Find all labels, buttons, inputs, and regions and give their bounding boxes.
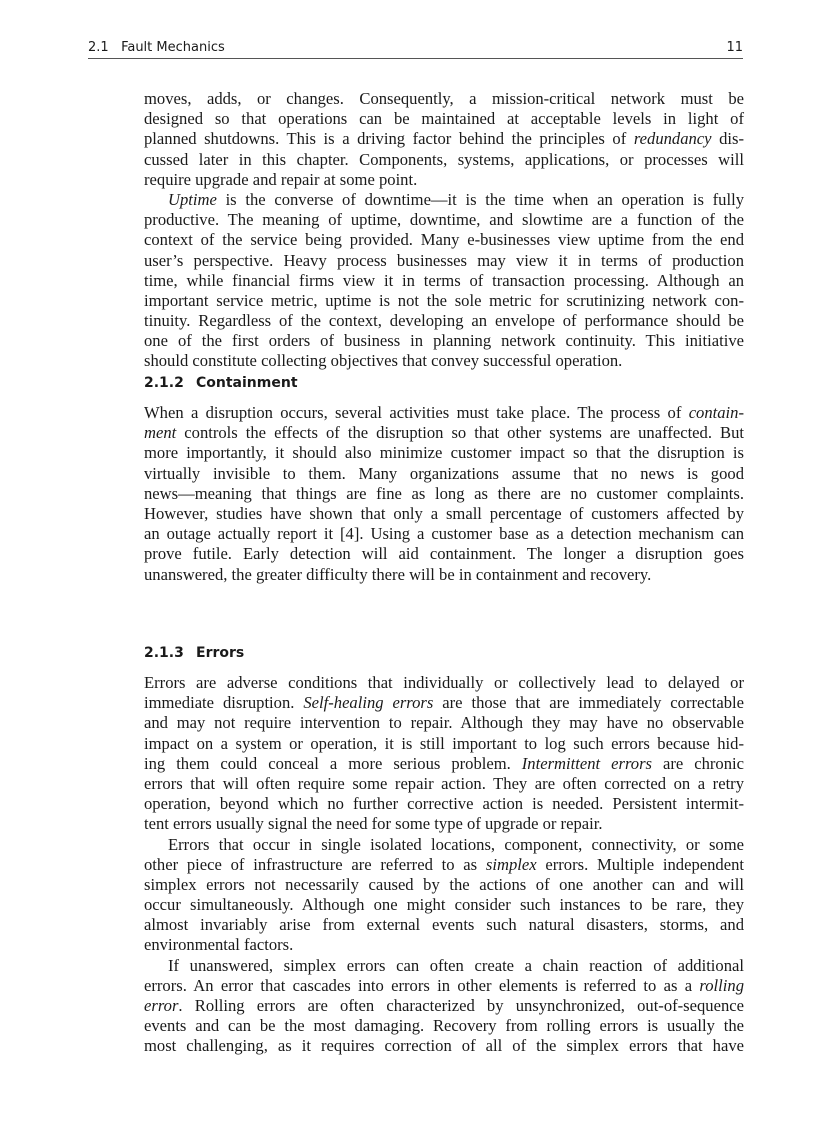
text-run: one of the first orders of business in planning network continuity. This initiative [144, 331, 744, 351]
italic-term: Self-healing errors [303, 693, 434, 713]
text-run: Errors are adverse conditions that individually or collectively lead to delayed or [144, 673, 744, 692]
text-run: virtually invisible to them. Many organizations assume that no news is good [144, 463, 744, 483]
text-run: simplex errors not necessarily caused by the actions of one another can and will [144, 874, 744, 894]
text-run: are chronic [652, 753, 744, 773]
text-run: almost invariably arise from external events such natural disasters, storms, and [144, 915, 744, 935]
text-run: more importantly, it should also minimize customer impact so that the disruption is [144, 443, 744, 463]
text-run: most challenging, as it requires correction of all of the simplex errors that have [144, 1036, 744, 1056]
text-line [144, 230, 744, 250]
body-text-intro [144, 89, 744, 372]
text-line [144, 565, 744, 585]
text-line [144, 129, 744, 149]
text-run: events and can be the most damaging. Recovery from rolling errors is usually the [144, 1016, 744, 1036]
section-heading-containment [144, 375, 298, 391]
text-run: If unanswered, simplex errors can often create a chain reaction of additional [168, 955, 744, 975]
text-line [144, 89, 744, 109]
text-line [144, 484, 744, 504]
text-run: news—meaning that things are fine as long as there are no customer complaints. [144, 483, 744, 503]
text-run: context of the service being provided. Many e-businesses view uptime from the end [144, 230, 744, 250]
text-line [144, 835, 744, 855]
text-run: operation, beyond which no further corrective action is needed. Persistent intermit- [144, 794, 744, 814]
text-line [144, 915, 744, 935]
text-line [144, 996, 744, 1016]
text-line [144, 814, 744, 834]
text-line [144, 423, 744, 443]
text-line [144, 693, 744, 713]
text-run: other piece of infrastructure are referred to as [144, 854, 486, 874]
italic-term: redundancy [633, 129, 712, 149]
text-run: moves, adds, or changes. Consequently, a mission-critical network must be [144, 89, 744, 108]
text-line [144, 251, 744, 271]
text-line [144, 855, 744, 875]
text-run: errors. An error that cascades into errors in other elements is referred to as a [144, 975, 700, 995]
text-run: When a disruption occurs, several activities must take place. The process of [144, 403, 689, 422]
text-line [144, 1016, 744, 1036]
text-run: ing them could conceal a more serious problem. [144, 753, 522, 773]
text-line [144, 504, 744, 524]
text-line [144, 754, 744, 774]
section-heading-errors [144, 645, 244, 661]
body-text-errors [144, 673, 744, 1057]
text-line [144, 524, 744, 544]
text-line [144, 150, 744, 170]
text-run: errors that will often require some repair action. They are often corrected on a retry [144, 773, 744, 793]
text-line [144, 351, 744, 371]
section-number: 2.1.3 [144, 645, 184, 661]
text-run: unanswered, the greater difficulty there will be in containment and recovery. [144, 564, 652, 584]
text-run: tinuity. Regardless of the context, developing an envelope of performance should be [144, 311, 744, 331]
italic-term: ment [144, 423, 177, 443]
text-line [144, 291, 744, 311]
text-run: should constitute collecting objectives that convey successful operation. [144, 351, 623, 371]
text-run: time, while financial firms view it in terms of transaction processing. Although an [144, 270, 744, 290]
text-line [144, 875, 744, 895]
text-line [144, 403, 744, 423]
text-run: immediate disruption. [144, 693, 304, 713]
text-line [144, 210, 744, 230]
text-line [144, 794, 744, 814]
text-line [144, 895, 744, 915]
text-run: is the converse of downtime—it is the time when an operation is fully [216, 189, 744, 209]
text-run: occur simultaneously. Although one might consider such instances to be rare, they [144, 895, 744, 915]
text-run: an outage actually report it [4]. Using a customer base as a detection mechanism can [144, 524, 744, 544]
text-line [144, 956, 744, 976]
text-run: and may not require intervention to repair. Although they may have no observable [144, 713, 744, 733]
text-run: important service metric, uptime is not the sole metric for scrutinizing network con- [144, 290, 744, 310]
text-line [144, 311, 744, 331]
text-run: errors. Multiple independent [536, 854, 745, 874]
italic-term: Intermittent errors [521, 753, 652, 773]
page-number: 11 [726, 40, 743, 55]
italic-term: contain- [688, 403, 744, 422]
text-run: Errors that occur in single isolated locations, component, connectivity, or some [168, 834, 744, 854]
text-run: impact on a system or operation, it is still important to log such errors because hid- [144, 733, 744, 753]
italic-term: simplex [485, 854, 537, 874]
text-run: productive. The meaning of uptime, downtime, and slowtime are a function of the [144, 210, 744, 230]
text-run: tent errors usually signal the need for some type of upgrade or repair. [144, 814, 603, 834]
section-title: Errors [196, 645, 245, 661]
text-run: . Rolling errors are often characterized by unsynchronized, out-of-sequence [178, 996, 744, 1015]
text-run: user’s perspective. Heavy process businesses may view it in terms of production [144, 250, 744, 270]
text-line [144, 170, 744, 190]
text-line [144, 190, 744, 210]
text-run: cussed later in this chapter. Components, systems, applications, or processes will [144, 149, 744, 169]
text-run: controls the effects of the disruption so that other systems are unaffected. But [176, 423, 744, 443]
text-line [144, 734, 744, 754]
text-run: However, studies have shown that only a small percentage of customers affected by [144, 503, 744, 523]
header-section-title: 2.1 Fault Mechanics [88, 40, 225, 55]
italic-term: error [144, 996, 179, 1015]
text-run: prove futile. Early detection will aid containment. The longer a disruption goes [144, 544, 744, 564]
text-run: require upgrade and repair at some point. [144, 169, 418, 189]
body-text-containment [144, 403, 744, 585]
text-run: are those that are immediately correctable [433, 693, 744, 713]
text-line [144, 935, 744, 955]
text-run: environmental factors. [144, 935, 294, 955]
italic-term: rolling [699, 975, 744, 995]
text-line [144, 464, 744, 484]
running-header [88, 38, 743, 59]
text-line [144, 271, 744, 291]
text-line [144, 713, 744, 733]
text-line [144, 1036, 744, 1056]
text-run: dis- [711, 129, 744, 149]
section-title: Containment [196, 375, 298, 391]
section-number: 2.1.2 [144, 375, 184, 391]
text-line [144, 331, 744, 351]
text-line [144, 774, 744, 794]
text-line [144, 976, 744, 996]
text-run: designed so that operations can be maintained at acceptable levels in light of [144, 109, 744, 129]
text-line [144, 109, 744, 129]
text-line [144, 673, 744, 693]
italic-term: Uptime [168, 189, 217, 209]
text-run: planned shutdowns. This is a driving factor behind the principles of [144, 129, 634, 149]
text-line [144, 443, 744, 463]
text-line [144, 544, 744, 564]
